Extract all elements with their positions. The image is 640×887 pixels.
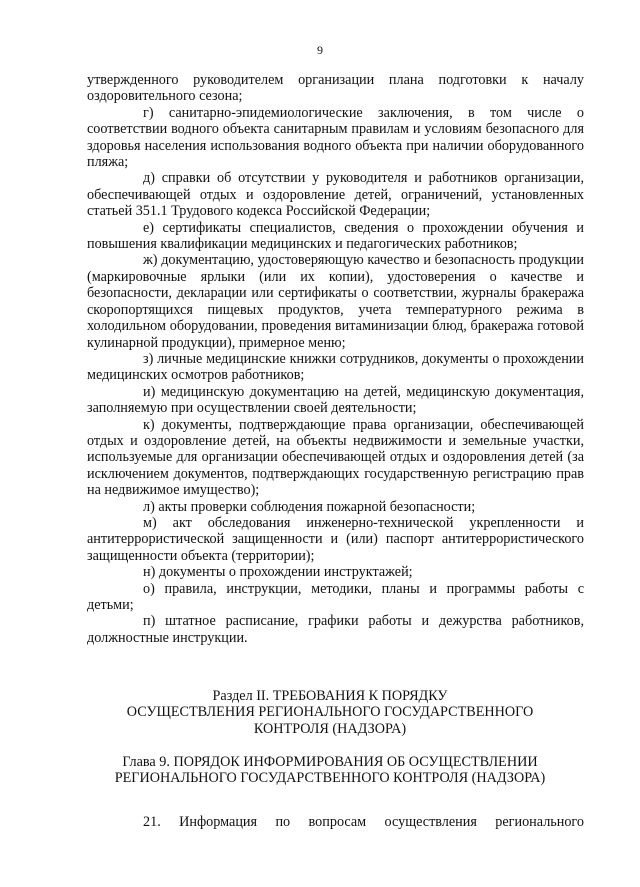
- page-number: 9: [317, 43, 323, 57]
- list-item-e: е) сертификаты специалистов, сведения о прохождении обучения и повышения квалификации медицинских и педагогических работников;: [87, 219, 584, 253]
- document-body: [87, 72, 584, 646]
- paragraph-21: 21. Информация по вопросам осуществления регионального: [143, 814, 584, 830]
- section-heading-line: ОСУЩЕСТВЛЕНИЯ РЕГИОНАЛЬНОГО ГОСУДАРСТВЕННОГО: [126, 704, 534, 721]
- chapter-heading: [80, 754, 580, 787]
- list-item-d: д) справки об отсутствии у руководителя и работников организации, обеспечивающей отдых и оздоровление детей, ограничений, установленных статьей 351.1 Трудового кодекса Российской Федерации;: [87, 170, 584, 220]
- section-heading-line: КОНТРОЛЯ (НАДЗОРА): [253, 720, 407, 737]
- section-heading: [80, 688, 580, 737]
- list-item-zh: ж) документацию, удостоверяющую качество и безопасность продукции (маркировочные ярлыки (или их копии), удостоверения о качестве и безопасности, декларации или сертификаты о соответствии, журналы бракеража скоропортящихся пищевых продуктов, учета температурного режима в холодильном оборудовании, проведения витаминизации блюд, бракеража готовой кулинарной продукции), примерное меню;: [87, 252, 584, 351]
- list-item-p: п) штатное расписание, графики работы и дежурства работников, должностные инструкции.: [87, 613, 584, 646]
- section-heading-line: Раздел II. ТРЕБОВАНИЯ К ПОРЯДКУ: [212, 688, 448, 704]
- list-item-n: н) документы о прохождении инструктажей;: [143, 564, 413, 581]
- list-item-k: к) документы, подтверждающие права организации, обеспечивающей отдых и оздоровление детей, на объекты недвижимости и земельные участки, используемые для организации обеспечивающей отдых и оздоровления детей (за исключением документов, подтверждающих государственную регистрацию прав на недвижимое имущество);: [87, 416, 584, 499]
- list-item-l: л) акты проверки соблюдения пожарной безопасности;: [143, 498, 476, 515]
- list-item-m: м) акт обследования инженерно-технической укрепленности и антитеррористической защищенности и (или) паспорт антитеррористического защищенности объекта (территории);: [87, 514, 584, 564]
- chapter-heading-line: РЕГИОНАЛЬНОГО ГОСУДАРСТВЕННОГО КОНТРОЛЯ (НАДЗОРА): [114, 770, 546, 787]
- paragraph-continuation: утвержденного руководителем организации плана подготовки к началу оздоровительного сезона;: [87, 72, 584, 105]
- list-item-i: и) медицинскую документацию на детей, медицинскую документация, заполняемую при осуществлении своей деятельности;: [87, 383, 584, 417]
- chapter-heading-line: Глава 9. ПОРЯДОК ИНФОРМИРОВАНИЯ ОБ ОСУЩЕСТВЛЕНИИ: [122, 754, 538, 770]
- list-item-z: з) личные медицинские книжки сотрудников, документы о прохождении медицинских осмотров работников;: [87, 350, 584, 384]
- list-item-o: о) правила, инструкции, методики, планы и программы работы с детьми;: [87, 580, 584, 613]
- list-item-g: г) санитарно-эпидемиологические заключения, в том числе о соответствии водного объекта санитарным правилам и условиям безопасного для здоровья населения использования водного объекта при наличии оборудованного пляжа;: [87, 104, 584, 171]
